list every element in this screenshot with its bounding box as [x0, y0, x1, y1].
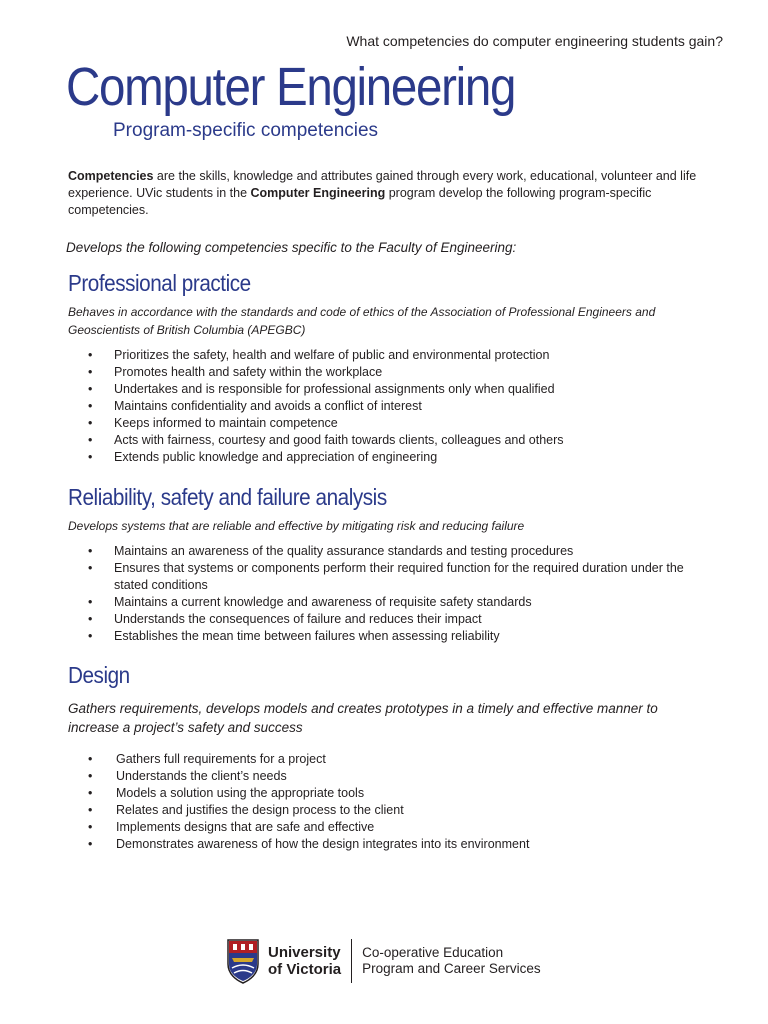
- university-line-1: University: [268, 944, 341, 961]
- header-question: What competencies do computer engineering students gain?: [346, 33, 723, 49]
- faculty-line: Develops the following competencies specific to the Faculty of Engineering:: [66, 240, 517, 255]
- page-title: Computer Engineering: [66, 57, 516, 117]
- list-item: • Promotes health and safety within the workplace: [68, 364, 708, 381]
- list-item: • Acts with fairness, courtesy and good faith towards clients, colleagues and others: [68, 432, 708, 449]
- department-line-2: Program and Career Services: [362, 961, 541, 976]
- list-item: • Keeps informed to maintain competence: [68, 415, 708, 432]
- list-item: • Understands the consequences of failure and reduces their impact: [68, 611, 708, 628]
- list-item: • Ensures that systems or components perform their required function for the required duration under the stated conditions: [68, 560, 708, 594]
- competency-list: [68, 543, 708, 645]
- intro-text-2: program develop the following program-specific competencies.: [68, 186, 652, 217]
- list-item: • Understands the client’s needs: [68, 768, 708, 785]
- list-item: • Demonstrates awareness of how the design integrates into its environment: [68, 836, 708, 853]
- section-reliability: [68, 484, 708, 645]
- list-item: • Models a solution using the appropriate tools: [68, 785, 708, 802]
- department-line-1: Co-operative Education: [362, 945, 504, 960]
- university-line-2: of Victoria: [268, 961, 342, 978]
- section-description: Develops systems that are reliable and effective by mitigating risk and reducing failure: [68, 519, 525, 533]
- list-item: • Extends public knowledge and appreciation of engineering: [68, 449, 708, 466]
- list-item: • Establishes the mean time between failures when assessing reliability: [68, 628, 708, 645]
- university-crest-icon: [226, 938, 260, 984]
- footer-logo: [226, 938, 541, 984]
- page-subtitle: Program-specific competencies: [113, 120, 379, 141]
- list-item: • Gathers full requirements for a project: [68, 751, 708, 768]
- section-heading: Design: [68, 662, 130, 688]
- list-item: • Maintains an awareness of the quality assurance standards and testing procedures: [68, 543, 708, 560]
- list-item: • Maintains confidentiality and avoids a conflict of interest: [68, 398, 708, 415]
- section-design: [68, 662, 708, 853]
- list-item: • Relates and justifies the design process to the client: [68, 802, 708, 819]
- list-item: • Implements designs that are safe and effective: [68, 819, 708, 836]
- intro-text-1: are the skills, knowledge and attributes gained through every work, educational, volunteer and life experience. UVic students in the: [68, 169, 697, 200]
- section-professional-practice: [68, 270, 708, 466]
- footer-divider: [351, 939, 352, 983]
- intro-paragraph: [68, 168, 708, 219]
- section-heading: Professional practice: [68, 270, 251, 296]
- university-name: [268, 944, 341, 978]
- intro-term: Competencies: [68, 169, 154, 183]
- section-description: Behaves in accordance with the standards and code of ethics of the Association of Professional Engineers and Geoscientists of British Columbia (APEGBC): [68, 305, 656, 337]
- competency-list: [68, 751, 708, 853]
- intro-program: Computer Engineering: [250, 186, 386, 200]
- section-heading: Reliability, safety and failure analysis: [68, 484, 387, 510]
- list-item: • Prioritizes the safety, health and welfare of public and environmental protection: [68, 347, 708, 364]
- competency-list: [68, 347, 708, 466]
- list-item: • Maintains a current knowledge and awareness of requisite safety standards: [68, 594, 708, 611]
- list-item: • Undertakes and is responsible for professional assignments only when qualified: [68, 381, 708, 398]
- department-name: [362, 945, 541, 977]
- section-description: Gathers requirements, develops models and creates prototypes in a timely and effective manner to increase a project’s safety and success: [68, 701, 658, 735]
